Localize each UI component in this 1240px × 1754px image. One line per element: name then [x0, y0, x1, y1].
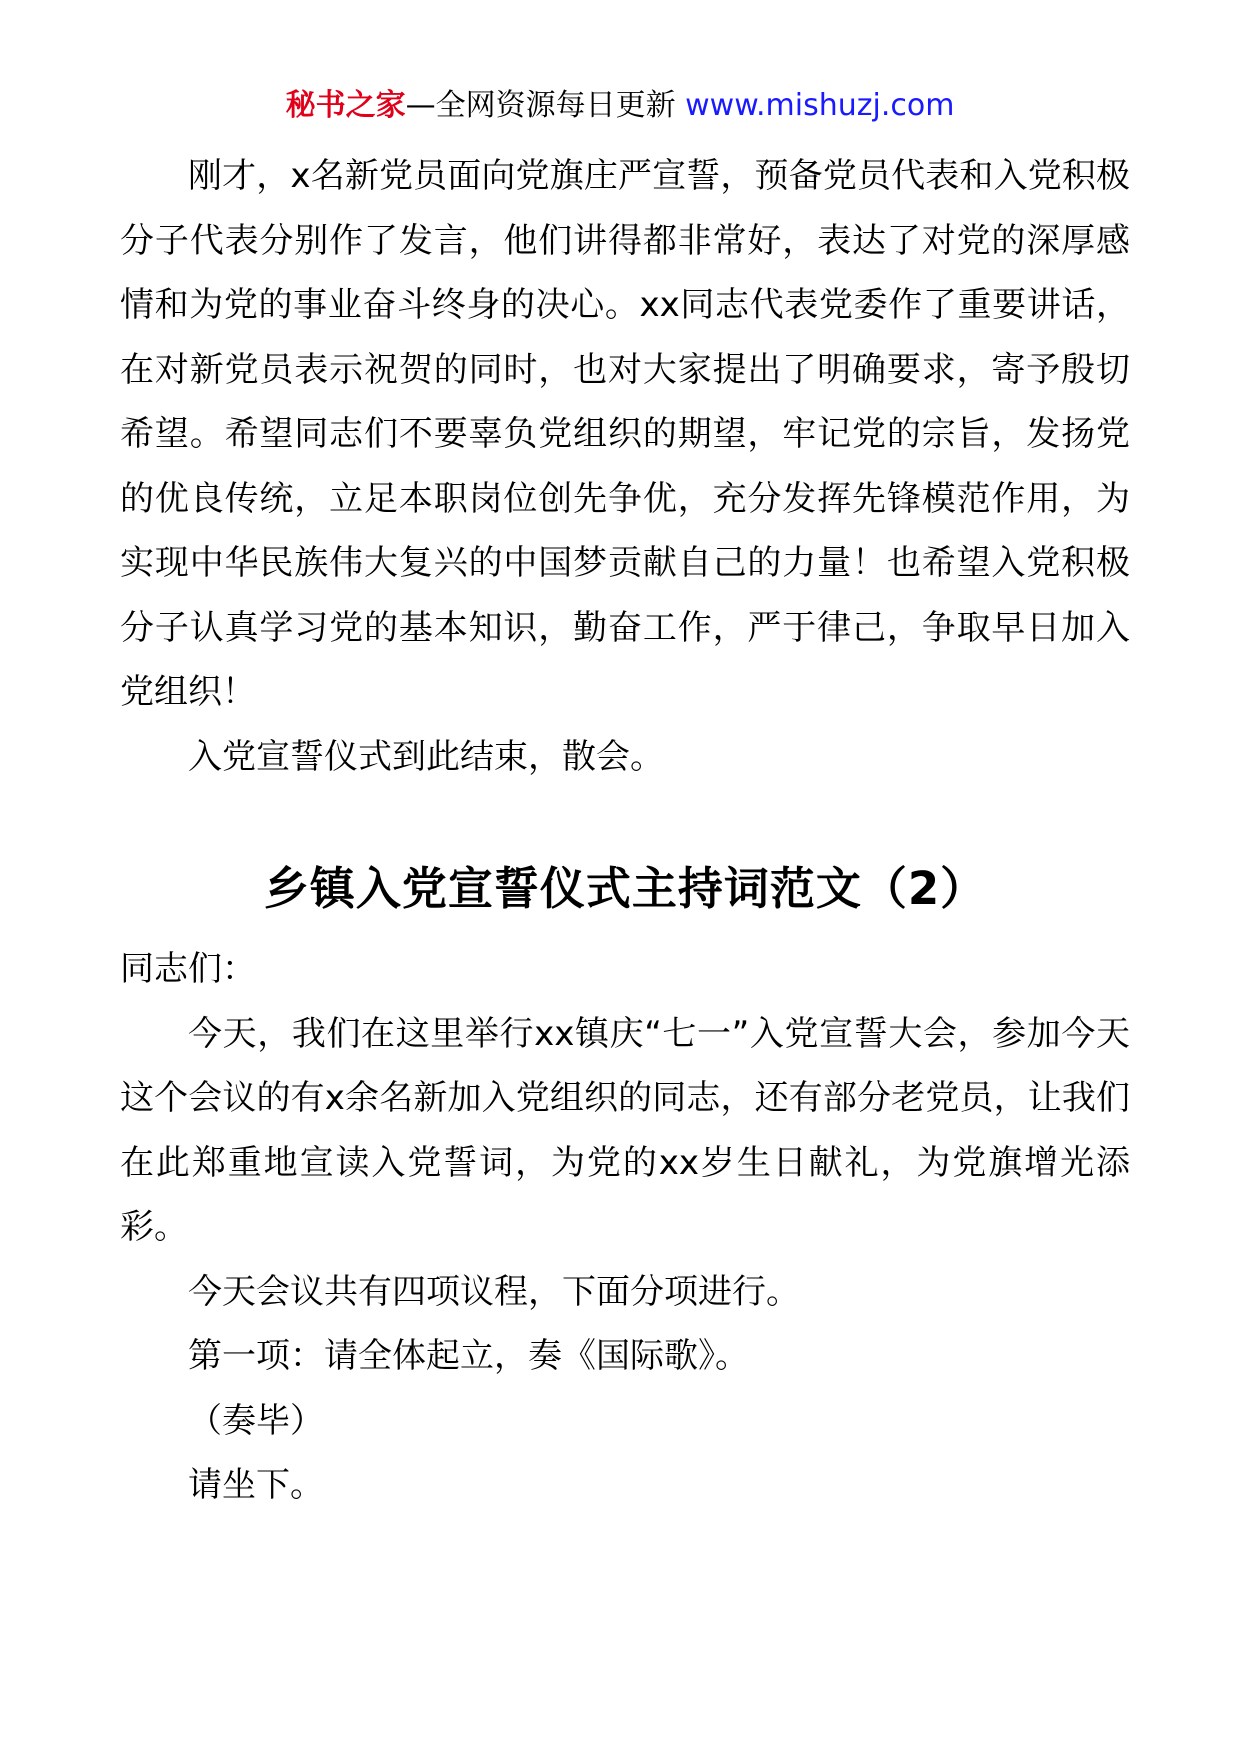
site-header	[0, 86, 1240, 126]
paragraph: 请坐下。	[188, 1465, 324, 1505]
salutation: 同志们：	[120, 949, 256, 989]
paragraph: 第一项：请全体起立，奏《国际歌》。	[188, 1336, 749, 1376]
site-url-link[interactable]: www.mishuzj.com	[685, 88, 955, 123]
paragraph: （奏毕）	[188, 1400, 324, 1441]
section-gap	[120, 789, 1130, 825]
header-tagline: —全网资源每日更新	[405, 88, 686, 123]
brand-name: 秘书之家	[285, 88, 406, 123]
document-body	[120, 144, 1130, 1518]
section-title: 乡镇入党宣誓仪式主持词范文（2）	[263, 862, 987, 915]
paragraph: 今天会议共有四项议程，下面分项进行。	[188, 1271, 800, 1312]
paragraph: 刚才，x名新党员面向党旗庄严宣誓，预备党员代表和入党积极分子代表分别作了发言，他们讲得都非常好，表达了对党的深厚感情和为党的事业奋斗终身的决心。xx同志代表党委作了重要讲话，在对新党员表示祝贺的同时，也对大家提出了明确要求，寄予殷切希望。希望同志们不要辜负党组织的期望，牢记党的宗旨，发扬党的优良传统，立足本职岗位创先争优，充分发挥先锋模范作用，为实现中华民族伟大复兴的中国梦贡献自己的力量！也希望入党积极分子认真学习党的基本知识，勤奋工作，严于律己，争取早日加入党组织！	[120, 156, 1130, 712]
paragraph: 今天，我们在这里举行xx镇庆“七一”入党宣誓大会，参加今天这个会议的有x余名新加入党组织的同志，还有部分老党员，让我们在此郑重地宣读入党誓词，为党的xx岁生日献礼，为党旗增光添彩。	[120, 1013, 1130, 1247]
paragraph: 入党宣誓仪式到此结束，散会。	[188, 736, 664, 777]
